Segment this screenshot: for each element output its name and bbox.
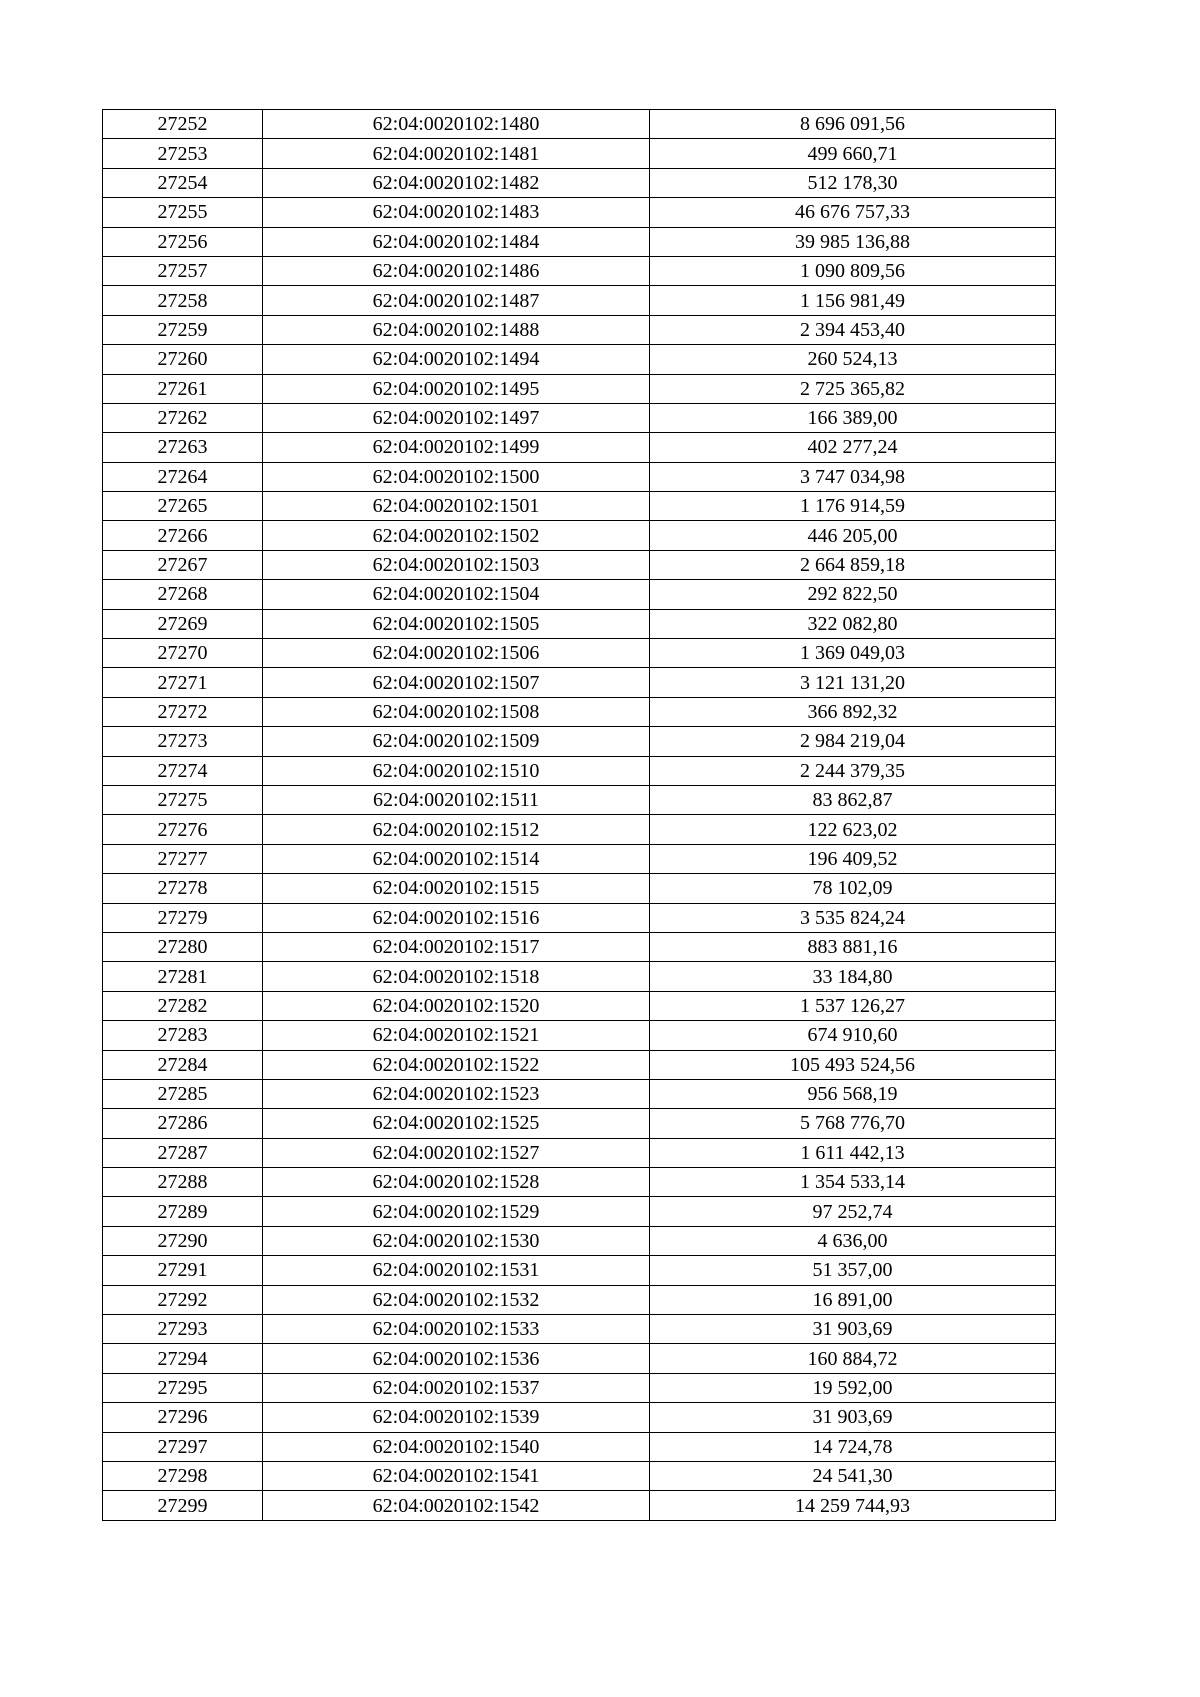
cadastral-value-cell: 2 725 365,82	[650, 374, 1056, 403]
table-row	[103, 227, 1056, 256]
row-number-cell: 27283	[103, 1021, 263, 1050]
row-number-cell: 27274	[103, 756, 263, 785]
row-number-cell: 27282	[103, 991, 263, 1020]
cadastral-value-cell: 122 623,02	[650, 815, 1056, 844]
cadastral-number-cell: 62:04:0020102:1530	[263, 1226, 650, 1255]
cadastral-number-cell: 62:04:0020102:1488	[263, 315, 650, 344]
row-number-cell: 27284	[103, 1050, 263, 1079]
cadastral-number-cell: 62:04:0020102:1501	[263, 492, 650, 521]
cadastral-number-cell: 62:04:0020102:1516	[263, 903, 650, 932]
cadastral-value-cell: 46 676 757,33	[650, 198, 1056, 227]
row-number-cell: 27288	[103, 1168, 263, 1197]
table-row	[103, 874, 1056, 903]
row-number-cell: 27286	[103, 1109, 263, 1138]
cadastral-value-table	[102, 109, 1056, 1521]
row-number-cell: 27262	[103, 403, 263, 432]
table-row	[103, 1285, 1056, 1314]
cadastral-value-cell: 19 592,00	[650, 1373, 1056, 1402]
cadastral-number-cell: 62:04:0020102:1540	[263, 1432, 650, 1461]
cadastral-value-cell: 3 535 824,24	[650, 903, 1056, 932]
row-number-cell: 27263	[103, 433, 263, 462]
cadastral-number-cell: 62:04:0020102:1515	[263, 874, 650, 903]
table-row	[103, 492, 1056, 521]
cadastral-value-cell: 14 724,78	[650, 1432, 1056, 1461]
cadastral-number-cell: 62:04:0020102:1520	[263, 991, 650, 1020]
cadastral-number-cell: 62:04:0020102:1514	[263, 844, 650, 873]
cadastral-number-cell: 62:04:0020102:1532	[263, 1285, 650, 1314]
table-row	[103, 521, 1056, 550]
cadastral-value-cell: 956 568,19	[650, 1079, 1056, 1108]
cadastral-value-cell: 78 102,09	[650, 874, 1056, 903]
table-row	[103, 198, 1056, 227]
cadastral-value-cell: 196 409,52	[650, 844, 1056, 873]
cadastral-number-cell: 62:04:0020102:1483	[263, 198, 650, 227]
cadastral-number-cell: 62:04:0020102:1528	[263, 1168, 650, 1197]
cadastral-number-cell: 62:04:0020102:1525	[263, 1109, 650, 1138]
table-row	[103, 139, 1056, 168]
table-row	[103, 1432, 1056, 1461]
table-row	[103, 168, 1056, 197]
row-number-cell: 27295	[103, 1373, 263, 1402]
cadastral-value-cell: 51 357,00	[650, 1256, 1056, 1285]
cadastral-number-cell: 62:04:0020102:1510	[263, 756, 650, 785]
table-row	[103, 403, 1056, 432]
row-number-cell: 27253	[103, 139, 263, 168]
cadastral-value-cell: 166 389,00	[650, 403, 1056, 432]
cadastral-number-cell: 62:04:0020102:1500	[263, 462, 650, 491]
cadastral-value-cell: 2 244 379,35	[650, 756, 1056, 785]
cadastral-value-cell: 512 178,30	[650, 168, 1056, 197]
cadastral-number-cell: 62:04:0020102:1481	[263, 139, 650, 168]
table-row	[103, 756, 1056, 785]
cadastral-number-cell: 62:04:0020102:1517	[263, 932, 650, 961]
table-row	[103, 903, 1056, 932]
cadastral-number-cell: 62:04:0020102:1507	[263, 668, 650, 697]
cadastral-value-cell: 5 768 776,70	[650, 1109, 1056, 1138]
cadastral-value-cell: 883 881,16	[650, 932, 1056, 961]
cadastral-number-cell: 62:04:0020102:1494	[263, 345, 650, 374]
cadastral-value-cell: 446 205,00	[650, 521, 1056, 550]
cadastral-number-cell: 62:04:0020102:1512	[263, 815, 650, 844]
cadastral-value-cell: 2 394 453,40	[650, 315, 1056, 344]
table-row	[103, 668, 1056, 697]
cadastral-number-cell: 62:04:0020102:1482	[263, 168, 650, 197]
table-row	[103, 374, 1056, 403]
cadastral-number-cell: 62:04:0020102:1537	[263, 1373, 650, 1402]
cadastral-value-cell: 402 277,24	[650, 433, 1056, 462]
table-row	[103, 844, 1056, 873]
cadastral-value-cell: 97 252,74	[650, 1197, 1056, 1226]
table-row	[103, 1491, 1056, 1520]
table-row	[103, 1050, 1056, 1079]
row-number-cell: 27293	[103, 1315, 263, 1344]
row-number-cell: 27280	[103, 932, 263, 961]
cadastral-number-cell: 62:04:0020102:1495	[263, 374, 650, 403]
cadastral-value-cell: 1 090 809,56	[650, 256, 1056, 285]
row-number-cell: 27290	[103, 1226, 263, 1255]
cadastral-number-cell: 62:04:0020102:1499	[263, 433, 650, 462]
cadastral-number-cell: 62:04:0020102:1511	[263, 785, 650, 814]
row-number-cell: 27272	[103, 697, 263, 726]
row-number-cell: 27294	[103, 1344, 263, 1373]
row-number-cell: 27297	[103, 1432, 263, 1461]
cadastral-number-cell: 62:04:0020102:1480	[263, 110, 650, 139]
table-row	[103, 1226, 1056, 1255]
table-row	[103, 286, 1056, 315]
cadastral-value-cell: 499 660,71	[650, 139, 1056, 168]
row-number-cell: 27257	[103, 256, 263, 285]
row-number-cell: 27287	[103, 1138, 263, 1167]
table-row	[103, 639, 1056, 668]
cadastral-number-cell: 62:04:0020102:1502	[263, 521, 650, 550]
row-number-cell: 27279	[103, 903, 263, 932]
row-number-cell: 27258	[103, 286, 263, 315]
row-number-cell: 27292	[103, 1285, 263, 1314]
cadastral-value-cell: 322 082,80	[650, 609, 1056, 638]
table-row	[103, 815, 1056, 844]
cadastral-number-cell: 62:04:0020102:1508	[263, 697, 650, 726]
table-row	[103, 550, 1056, 579]
row-number-cell: 27278	[103, 874, 263, 903]
row-number-cell: 27298	[103, 1461, 263, 1490]
row-number-cell: 27266	[103, 521, 263, 550]
row-number-cell: 27267	[103, 550, 263, 579]
cadastral-number-cell: 62:04:0020102:1529	[263, 1197, 650, 1226]
table-row	[103, 1315, 1056, 1344]
cadastral-value-cell: 24 541,30	[650, 1461, 1056, 1490]
cadastral-number-cell: 62:04:0020102:1503	[263, 550, 650, 579]
cadastral-value-cell: 4 636,00	[650, 1226, 1056, 1255]
row-number-cell: 27265	[103, 492, 263, 521]
cadastral-number-cell: 62:04:0020102:1536	[263, 1344, 650, 1373]
row-number-cell: 27299	[103, 1491, 263, 1520]
table-row	[103, 1138, 1056, 1167]
cadastral-value-cell: 1 537 126,27	[650, 991, 1056, 1020]
cadastral-value-cell: 3 747 034,98	[650, 462, 1056, 491]
table-row	[103, 462, 1056, 491]
cadastral-value-cell: 33 184,80	[650, 962, 1056, 991]
cadastral-number-cell: 62:04:0020102:1542	[263, 1491, 650, 1520]
table-row	[103, 345, 1056, 374]
row-number-cell: 27269	[103, 609, 263, 638]
cadastral-value-cell: 260 524,13	[650, 345, 1056, 374]
row-number-cell: 27264	[103, 462, 263, 491]
cadastral-value-cell: 366 892,32	[650, 697, 1056, 726]
table-row	[103, 110, 1056, 139]
cadastral-value-cell: 1 176 914,59	[650, 492, 1056, 521]
cadastral-value-cell: 83 862,87	[650, 785, 1056, 814]
table-row	[103, 1373, 1056, 1402]
cadastral-value-cell: 31 903,69	[650, 1403, 1056, 1432]
table-row	[103, 609, 1056, 638]
table-row	[103, 1079, 1056, 1108]
cadastral-value-cell: 1 611 442,13	[650, 1138, 1056, 1167]
cadastral-number-cell: 62:04:0020102:1521	[263, 1021, 650, 1050]
cadastral-number-cell: 62:04:0020102:1539	[263, 1403, 650, 1432]
cadastral-value-cell: 160 884,72	[650, 1344, 1056, 1373]
row-number-cell: 27276	[103, 815, 263, 844]
cadastral-number-cell: 62:04:0020102:1533	[263, 1315, 650, 1344]
table-body	[103, 110, 1056, 1521]
cadastral-value-cell: 1 369 049,03	[650, 639, 1056, 668]
row-number-cell: 27277	[103, 844, 263, 873]
cadastral-value-cell: 14 259 744,93	[650, 1491, 1056, 1520]
cadastral-number-cell: 62:04:0020102:1506	[263, 639, 650, 668]
table-row	[103, 315, 1056, 344]
table-row	[103, 932, 1056, 961]
table-row	[103, 962, 1056, 991]
table-row	[103, 1461, 1056, 1490]
cadastral-number-cell: 62:04:0020102:1531	[263, 1256, 650, 1285]
table-row	[103, 785, 1056, 814]
cadastral-value-cell: 2 664 859,18	[650, 550, 1056, 579]
row-number-cell: 27256	[103, 227, 263, 256]
row-number-cell: 27270	[103, 639, 263, 668]
table-row	[103, 991, 1056, 1020]
cadastral-value-cell: 1 354 533,14	[650, 1168, 1056, 1197]
row-number-cell: 27281	[103, 962, 263, 991]
row-number-cell: 27275	[103, 785, 263, 814]
cadastral-number-cell: 62:04:0020102:1484	[263, 227, 650, 256]
table-row	[103, 1403, 1056, 1432]
row-number-cell: 27255	[103, 198, 263, 227]
table-row	[103, 727, 1056, 756]
table-row	[103, 1197, 1056, 1226]
cadastral-number-cell: 62:04:0020102:1486	[263, 256, 650, 285]
table-row	[103, 1021, 1056, 1050]
cadastral-number-cell: 62:04:0020102:1523	[263, 1079, 650, 1108]
table-row	[103, 1344, 1056, 1373]
row-number-cell: 27296	[103, 1403, 263, 1432]
table-row	[103, 1168, 1056, 1197]
cadastral-number-cell: 62:04:0020102:1522	[263, 1050, 650, 1079]
row-number-cell: 27261	[103, 374, 263, 403]
cadastral-number-cell: 62:04:0020102:1487	[263, 286, 650, 315]
row-number-cell: 27254	[103, 168, 263, 197]
cadastral-number-cell: 62:04:0020102:1541	[263, 1461, 650, 1490]
cadastral-value-cell: 1 156 981,49	[650, 286, 1056, 315]
table-row	[103, 433, 1056, 462]
row-number-cell: 27252	[103, 110, 263, 139]
cadastral-number-cell: 62:04:0020102:1527	[263, 1138, 650, 1167]
cadastral-number-cell: 62:04:0020102:1509	[263, 727, 650, 756]
cadastral-value-cell: 105 493 524,56	[650, 1050, 1056, 1079]
table-row	[103, 580, 1056, 609]
row-number-cell: 27268	[103, 580, 263, 609]
cadastral-value-cell: 16 891,00	[650, 1285, 1056, 1314]
table-row	[103, 697, 1056, 726]
cadastral-value-cell: 3 121 131,20	[650, 668, 1056, 697]
cadastral-value-cell: 674 910,60	[650, 1021, 1056, 1050]
table-row	[103, 256, 1056, 285]
cadastral-value-cell: 292 822,50	[650, 580, 1056, 609]
row-number-cell: 27260	[103, 345, 263, 374]
table-row	[103, 1256, 1056, 1285]
table-row	[103, 1109, 1056, 1138]
cadastral-number-cell: 62:04:0020102:1497	[263, 403, 650, 432]
cadastral-value-cell: 2 984 219,04	[650, 727, 1056, 756]
row-number-cell: 27259	[103, 315, 263, 344]
cadastral-value-cell: 31 903,69	[650, 1315, 1056, 1344]
cadastral-number-cell: 62:04:0020102:1518	[263, 962, 650, 991]
row-number-cell: 27285	[103, 1079, 263, 1108]
row-number-cell: 27271	[103, 668, 263, 697]
row-number-cell: 27273	[103, 727, 263, 756]
row-number-cell: 27291	[103, 1256, 263, 1285]
cadastral-value-cell: 8 696 091,56	[650, 110, 1056, 139]
cadastral-value-cell: 39 985 136,88	[650, 227, 1056, 256]
row-number-cell: 27289	[103, 1197, 263, 1226]
cadastral-number-cell: 62:04:0020102:1505	[263, 609, 650, 638]
cadastral-number-cell: 62:04:0020102:1504	[263, 580, 650, 609]
